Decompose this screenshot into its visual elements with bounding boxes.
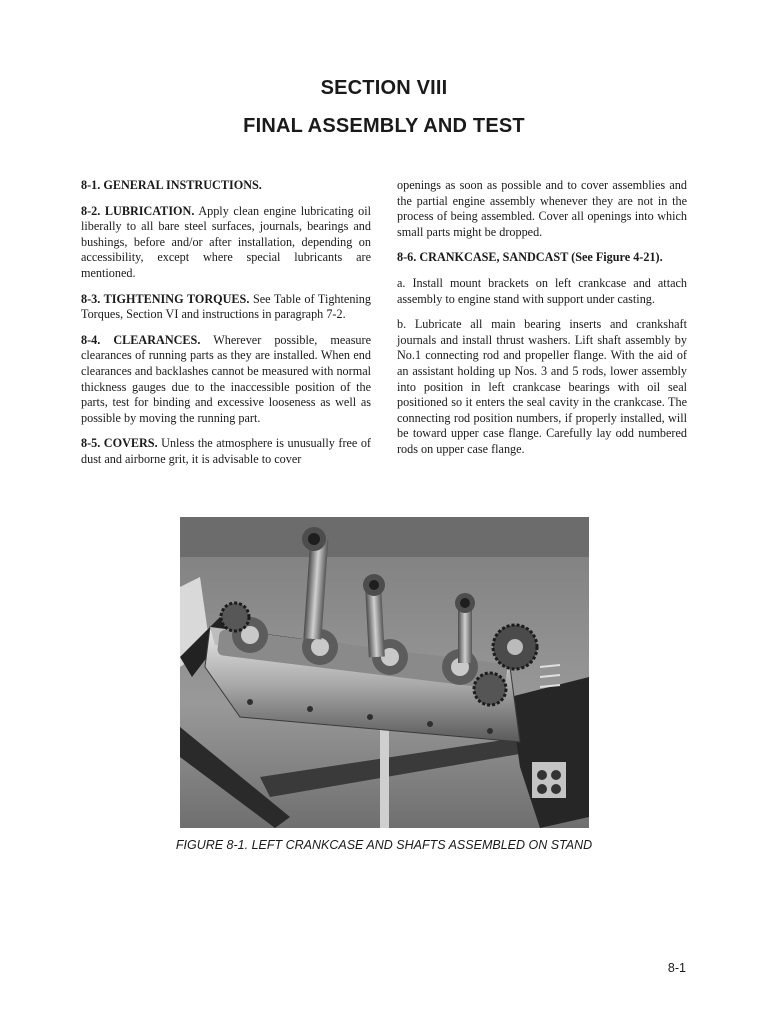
paragraph-text: Unless the atmosphere is unusually free of dust and airborne grit, it is advisable to cover — [81, 436, 371, 466]
page-number: 8-1 — [667, 961, 686, 975]
paragraph-8-3 — [81, 292, 371, 323]
paragraph-8-6-b — [397, 317, 687, 457]
paragraph-text: b. Lubricate all main bearing inserts and crankshaft journals and install thrust washers. Lift shaft assembly by No.1 connecting rod and propeller flange. With the aid of an assistant holding up Nos. 3 and 5 rods, lower assembly into position in left crankcase bearings with oil seal positioned so it enters the seal cavity in the crankcase. The connecting rod position numbers, if properly installed, will be toward upper case flange. Carefully lay odd numbered rods on upper case flange. — [397, 317, 687, 456]
paragraph-8-6 — [397, 250, 687, 266]
paragraph-heading: 8-2. LUBRICATION. — [81, 203, 195, 218]
left-text-column — [81, 178, 371, 478]
crankcase-photo — [180, 517, 589, 828]
paragraph-text: openings as soon as possible and to cover assemblies and the partial engine assembly whenever they are not in the process of being assembled. Cover all openings into which small parts might be dropped. — [397, 178, 687, 239]
paragraph-text: Apply clean engine lubricating oil liberally to all bare steel surfaces, journals, bearings and bushings, before and/or after installation, depending on accessibility, except where special lubricants are mentioned. — [81, 203, 372, 280]
paragraph-8-5 — [81, 436, 371, 467]
paragraph-text: a. Install mount brackets on left crankcase and attach assembly to engine stand with support under casting. — [397, 275, 687, 306]
paragraph-heading: 8-5. COVERS. — [81, 436, 158, 451]
paragraph-8-4 — [81, 333, 371, 427]
page-title: FINAL ASSEMBLY AND TEST — [243, 115, 525, 137]
paragraph-8-6-a — [397, 276, 687, 307]
figure-caption: FIGURE 8-1. LEFT CRANKCASE AND SHAFTS ASSEMBLED ON STAND — [175, 838, 593, 852]
paragraph-heading: 8-1. GENERAL INSTRUCTIONS. — [81, 178, 262, 192]
paragraph-text: Wherever possible, measure clearances of running parts as they are installed. When end clearances and backlashes cannot be measured with normal thickness gauges due to the inaccessible position of the parts, test for binding and excessive looseness as well as possible by moving the running part. — [81, 332, 371, 425]
paragraph-heading: 8-6. CRANKCASE, SANDCAST (See Figure 4-21). — [397, 250, 663, 265]
paragraph-8-5-continued — [397, 178, 687, 240]
paragraph-heading: 8-4. CLEARANCES. — [81, 332, 201, 347]
crankcase-photo-illustration — [180, 517, 589, 828]
paragraph-8-2 — [81, 204, 371, 282]
paragraph-heading: 8-3. TIGHTENING TORQUES. — [81, 291, 250, 306]
right-text-column — [397, 178, 687, 468]
paragraph-8-1 — [81, 178, 371, 194]
paragraph-text: See Table of Tightening Torques, Section VI and instructions in paragraph 7-2. — [81, 291, 371, 322]
section-heading: SECTION VIII — [320, 77, 448, 99]
